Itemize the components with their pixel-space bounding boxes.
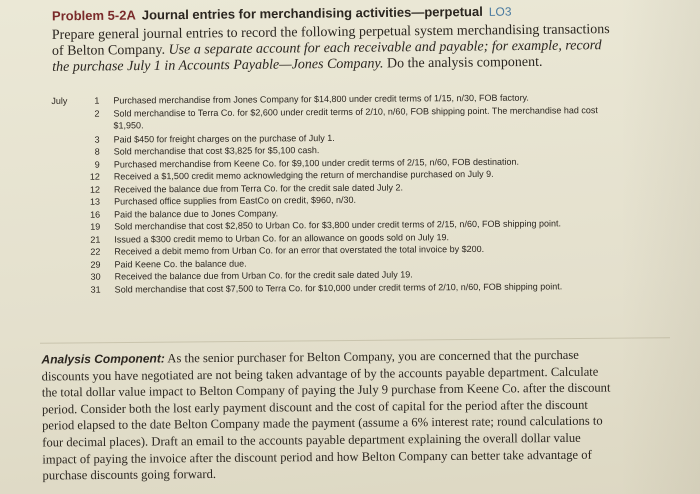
transaction-text: Received a debit memo from Urban Co. for an error that overstated the total invoice by $200. (114, 243, 485, 257)
problem-number: Problem 5-2A (51, 7, 136, 24)
transaction-day: 9 (94, 159, 100, 170)
problem-title (52, 4, 512, 24)
analysis-body: As the senior purchaser for Belton Company, you are concerned that the purchase discounts you have negotiated are not being taken advantage of by the accounts payable department. Calculate the total dollar value impact to Belton Company of paying the July 9 purchase from Keene Co. after the discount period. Consider both the lost early payment discount and the cost of capital for the period after the discount period elapsed to the date Belton Company made the payment (assume a 6% interest rate; round calculations to four decimal places). Draft an email to the accounts payable department explaining the overall dollar value impact of paying the invoice after the discount period and how Belton Company can better take advantage of purchase discounts going forward. (41, 347, 611, 483)
month-label: July (51, 95, 68, 106)
transaction-day: 21 (90, 234, 101, 245)
analysis-component (41, 347, 612, 485)
learning-objective-tag: LO3 (488, 4, 512, 19)
transaction-text: Issued a $300 credit memo to Urban Co. for an allowance on goods sold on July 19. (114, 231, 450, 245)
transaction-text: Sold merchandise that cost $3,825 for $5,100 cash. (113, 145, 320, 157)
transaction-day: 19 (90, 221, 101, 232)
problem-heading: Journal entries for merchandising activities—perpetual (141, 3, 483, 23)
transaction-day: 12 (89, 184, 100, 195)
transaction-day: 12 (89, 171, 100, 182)
transaction-day: 31 (90, 284, 101, 295)
transaction-text: Received the balance due from Terra Co. for the credit sale dated July 2. (113, 182, 403, 195)
instructions-main: Prepare general journal entries to record the following perpetual system merchandising transactions of Belton Company. (51, 22, 610, 59)
instructions (52, 22, 612, 76)
transaction-list (51, 91, 612, 296)
transaction-day: 29 (90, 259, 101, 270)
transaction-text: Sold merchandise that cost $2,850 to Urban Co. for $3,800 under credit terms of 2/15, n/60, FOB shipping point. (114, 218, 562, 232)
transaction-day: 30 (90, 271, 101, 282)
transaction-text: Paid $450 for freight charges on the purchase of July 1. (113, 132, 335, 145)
transaction-text: Paid the balance due to Jones Company. (114, 207, 279, 220)
instructions-end: Do the analysis component. (386, 54, 543, 72)
section-divider (40, 337, 670, 343)
transaction-day: 13 (90, 196, 101, 207)
page-shadow (620, 0, 700, 494)
transaction-text: Paid Keene Co. the balance due. (114, 258, 247, 270)
transaction-text: Sold merchandise that cost $7,500 to Terra Co. for $10,000 under credit terms of 2/10, n/60, FOB shipping point. (114, 280, 563, 295)
transaction-text: Purchased merchandise from Keene Co. for $9,100 under credit terms of 2/15, n/60, FOB destination. (113, 156, 520, 170)
transaction-day: 16 (90, 209, 101, 220)
transaction-day: 3 (94, 134, 100, 145)
transaction-text: Purchased office supplies from EastCo on credit, $960, n/30. (114, 194, 357, 207)
transaction-text: Received the balance due from Urban Co. for the credit sale dated July 19. (114, 269, 413, 282)
list-item (51, 104, 611, 134)
transaction-day: 22 (90, 246, 101, 257)
analysis-heading: Analysis Component: (41, 351, 165, 367)
transaction-text: Sold merchandise to Terra Co. for $2,600 under credit terms of 2/10, n/60, FOB shipping point. The merchandise had cost $1,950. (113, 104, 598, 131)
list-item (53, 280, 613, 296)
transaction-day: 2 (94, 108, 100, 119)
instructions-italic: Use a separate account for each receivable and payable; for example, record the purchase July 1 in Accounts Payable—Jones Company. (52, 38, 602, 75)
transaction-day: 1 (94, 95, 100, 106)
transaction-text: Purchased merchandise from Jones Company for $14,800 under credit terms of 1/15, n/30, FOB factory. (113, 92, 529, 106)
transaction-day: 8 (94, 146, 100, 157)
transaction-text: Received a $1,500 credit memo acknowledging the return of merchandise purchased on July 9. (113, 168, 494, 182)
